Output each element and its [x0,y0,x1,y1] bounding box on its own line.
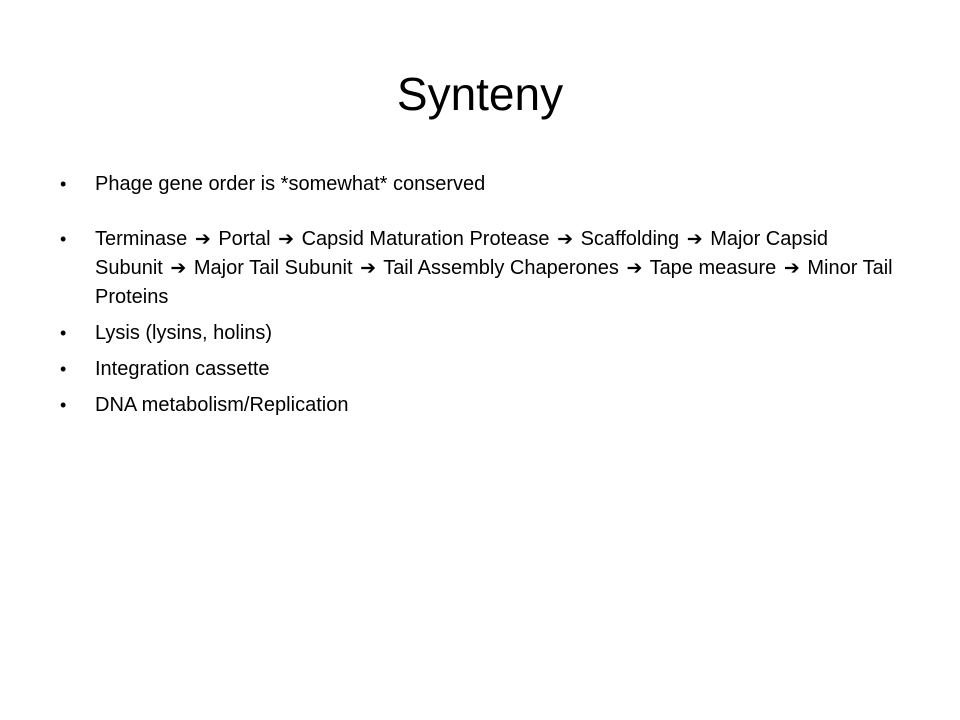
bullet-gene-order [60,170,900,199]
pathway-step: Terminase [95,228,188,250]
bullet-gene-pathway [60,225,900,312]
pathway-step: Major Tail Subunit [193,257,353,279]
arrow-right-icon: ➔ [194,229,211,250]
arrow-right-icon: ➔ [557,229,574,250]
pathway-step: Major Capsid Subunit [95,228,829,279]
bullet-icon: • [60,174,67,194]
bullet-text: Integration cassette [95,358,270,380]
bullet-list [60,170,900,420]
bullet-icon: • [60,359,67,379]
bullet-lysis [60,319,900,348]
bullet-text: DNA metabolism/Replication [95,394,349,416]
pathway-step: Portal [218,228,271,250]
arrow-right-icon: ➔ [278,229,295,250]
slide-title: Synteny [396,68,564,120]
pathway-step: Tail Assembly Chaperones [383,257,619,279]
bullet-icon: • [60,323,67,343]
bullet-icon: • [60,395,67,415]
bullet-integration [60,355,900,384]
pathway-step: Scaffolding [580,228,680,250]
arrow-right-icon: ➔ [686,229,703,250]
pathway-step: Capsid Maturation Protease [301,228,550,250]
bullet-text: Lysis (lysins, holins) [95,322,273,344]
pathway-step: Tape measure [649,257,777,279]
arrow-right-icon: ➔ [626,258,643,279]
arrow-right-icon: ➔ [170,258,187,279]
bullet-text: Phage gene order is *somewhat* conserved [95,173,486,195]
bullet-dna-metabolism [60,391,900,420]
arrow-right-icon: ➔ [783,258,800,279]
arrow-right-icon: ➔ [360,258,376,279]
pathway-step: Minor Tail Proteins [95,257,893,308]
bullet-icon: • [60,229,67,249]
